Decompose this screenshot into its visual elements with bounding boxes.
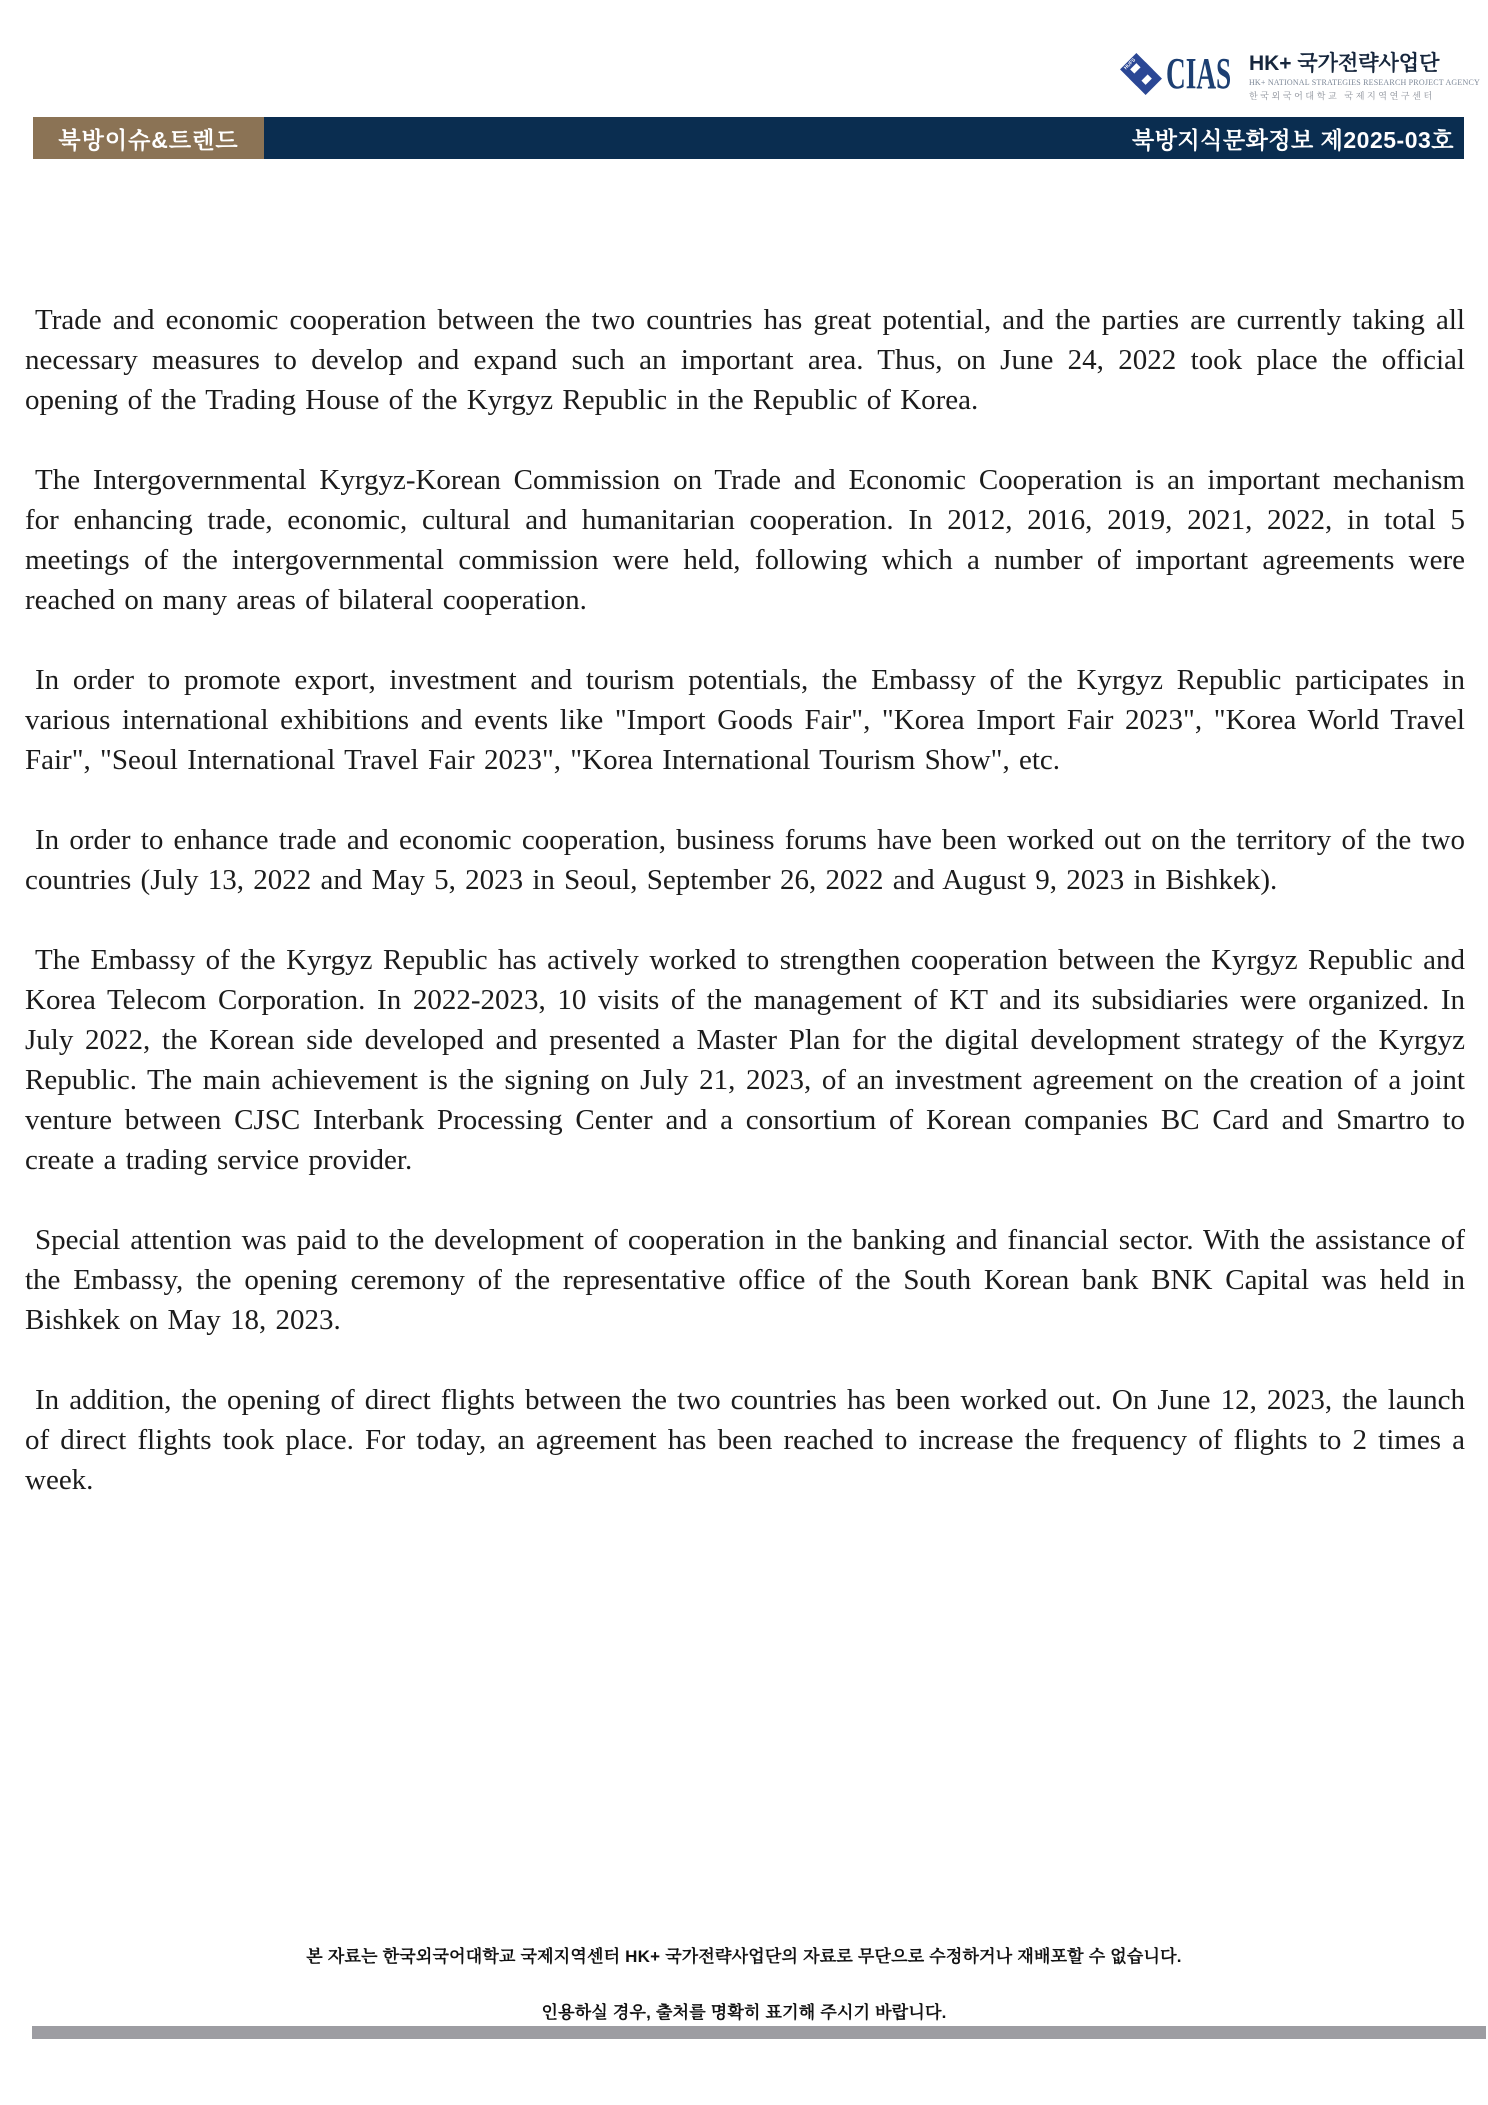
paragraph-business-forums: In order to enhance trade and economic cooperation, business forums have been worked out on the territory of the two countries (July 13, 2022 and May 5, 2023 in Seoul, September 26, 2022 and August 9, 2023 in Bishkek). xyxy=(25,824,1465,896)
header-band xyxy=(33,117,1464,159)
logo-subtitle-en: HK+ NATIONAL STRATEGIES RESEARCH PROJECT AGENCY xyxy=(1248,78,1480,87)
paragraph-trade-cooperation: Trade and economic cooperation between the two countries has great potential, and the parties are currently taking all necessary measures to develop and expand such an important area. Thus, on June 24, 2022 took place the official opening of the Trading House of the Kyrgyz Republic in the Republic of Korea. xyxy=(25,304,1465,416)
section-tag-label: 북방이슈&트렌드 xyxy=(58,126,239,153)
logo-title: HK+ 국가전략사업단 xyxy=(1248,52,1440,75)
hufs-knot-icon xyxy=(1120,53,1162,95)
issue-tag-label: 북방지식문화정보 제2025-03호 xyxy=(1132,126,1454,153)
issue-tag xyxy=(264,117,1464,159)
hufs-icon-text: HUFS xyxy=(1122,57,1137,72)
section-tag xyxy=(33,117,264,159)
paragraph-banking-sector: Special attention was paid to the development of cooperation in the banking and financial sector. With the assistance of the Embassy, the opening ceremony of the representative office of the South Korean bank BNK Capital was held in Bishkek on May 18, 2023. xyxy=(25,1224,1465,1336)
paragraph-korea-telecom: The Embassy of the Kyrgyz Republic has actively worked to strengthen cooperation between the Kyrgyz Republic and Korea Telecom Corporation. In 2022-2023, 10 visits of the management of KT and its subsidiaries were organized. In July 2022, the Korean side developed and presented a Master Plan for the digital development strategy of the Kyrgyz Republic. The main achievement is the signing on July 21, 2023, of an investment agreement on the creation of a joint venture between CJSC Interbank Processing Center and a consortium of Korean companies BC Card and Smartro to create a trading service provider. xyxy=(25,944,1465,1176)
footer-notice-line1: 본 자료는 한국외국어대학교 국제지역센터 HK+ 국가전략사업단의 자료로 무단으로 수정하거나 재배포할 수 없습니다. xyxy=(306,1947,1182,1966)
footer-divider-bar xyxy=(32,2026,1486,2039)
article-body xyxy=(25,300,1465,1540)
logo xyxy=(1120,49,1480,102)
cias-wordmark: CIAS xyxy=(1165,49,1231,98)
paragraph-exhibitions: In order to promote export, investment and tourism potentials, the Embassy of the Kyrgyz Republic participates in various international exhibitions and events like "Import Goods Fair", "Korea Import Fair 2023", "Korea World Travel Fair", "Seoul International Travel Fair 2023", "Korea International Tourism Show", etc. xyxy=(25,664,1465,776)
paragraph-intergovernmental-commission: The Intergovernmental Kyrgyz-Korean Commission on Trade and Economic Cooperation is an important mechanism for enhancing trade, economic, cultural and humanitarian cooperation. In 2012, 2016, 2019, 2021, 2022, in total 5 meetings of the intergovernmental commission were held, following which a number of important agreements were reached on many areas of bilateral cooperation. xyxy=(25,464,1465,616)
logo-text-block xyxy=(1249,52,1480,102)
logo-subtitle-ko: 한국외국어대학교 국제지역연구센터 xyxy=(1248,91,1435,101)
paragraph-direct-flights: In addition, the opening of direct flights between the two countries has been worked out. On June 12, 2023, the launch of direct flights took place. For today, an agreement has been reached to increase the frequency of flights to 2 times a week. xyxy=(25,1384,1465,1496)
footer-notice-line2: 인용하실 경우, 출처를 명확히 표기해 주시기 바랍니다. xyxy=(541,2003,947,2022)
